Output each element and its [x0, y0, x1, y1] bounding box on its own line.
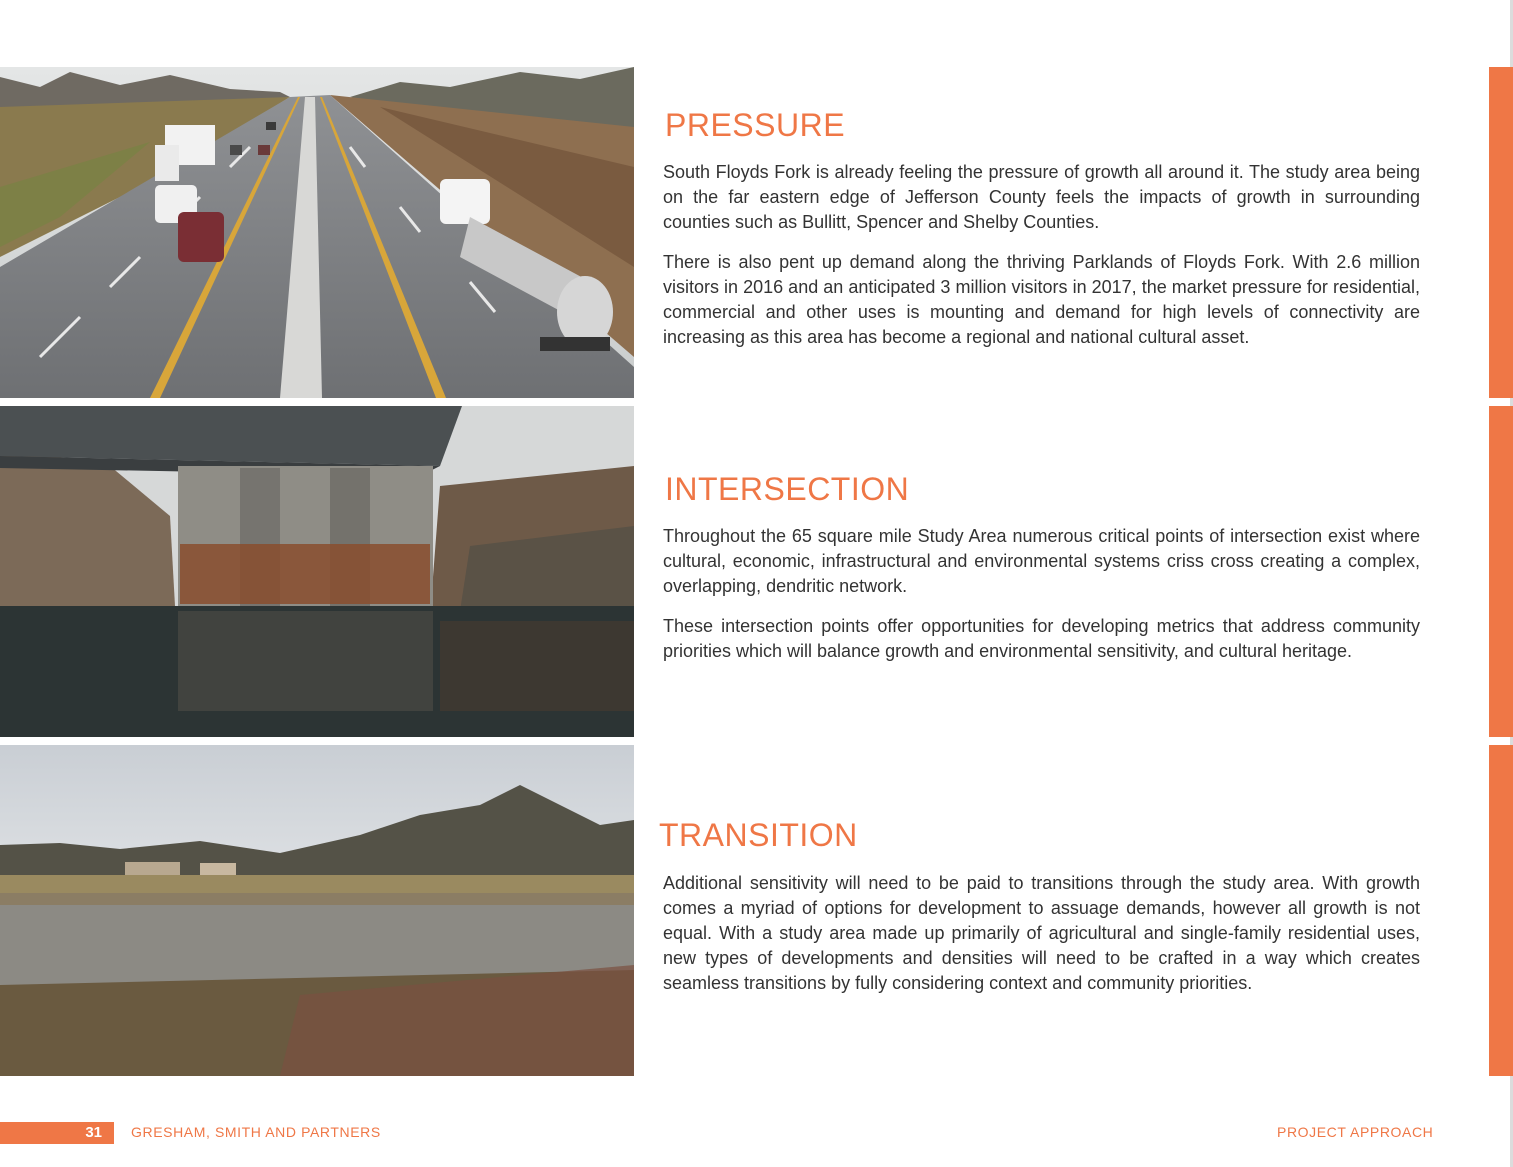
bridge-photo [0, 406, 634, 737]
side-tab-transition [1489, 745, 1513, 1076]
paragraph: Throughout the 65 square mile Study Area numerous critical points of intersection exist where cultural, economic, infrastructural and environmental systems criss cross creating a complex, overlapping, dendritic network. [663, 526, 1420, 596]
footer-firm-name: GRESHAM, SMITH AND PARTNERS [131, 1124, 381, 1140]
section-title-transition: TRANSITION [659, 817, 858, 853]
paragraph: These intersection points offer opportunities for developing metrics that address community priorities which will balance growth and environmental sensitivity, and cultural heritage. [663, 616, 1420, 661]
page-number: 31 [85, 1124, 102, 1141]
page-number-box [0, 1122, 114, 1144]
section-title-intersection: INTERSECTION [665, 471, 910, 507]
section-title-pressure: PRESSURE [665, 107, 846, 143]
paragraph: There is also pent up demand along the thriving Parklands of Floyds Fork. With 2.6 million visitors in 2016 and an anticipated 3 million visitors in 2017, the market pressure for residential, commercial and other uses is mounting and demand for high levels of connectivity are increasing as this area has become a regional and national cultural asset. [663, 252, 1420, 347]
paragraph: Additional sensitivity will need to be paid to transitions through the study area. With growth comes a myriad of options for development to assuage demands, however all growth is not equal. With a study area made up primarily of agricultural and single-family residential uses, new types of developments and densities will need to be crafted in a way which creates seamless transitions by fully considering context and community priorities. [663, 873, 1420, 993]
side-tab-pressure [1489, 67, 1513, 398]
highway-photo [0, 67, 634, 398]
footer-section-label: PROJECT APPROACH [1277, 1124, 1434, 1140]
field-photo [0, 745, 634, 1076]
section-body-intersection [663, 524, 1420, 679]
paragraph: South Floyds Fork is already feeling the pressure of growth all around it. The study area being on the far eastern edge of Jefferson County feels the impacts of growth in surrounding counties such as Bullitt, Spencer and Shelby Counties. [663, 162, 1420, 232]
side-tab-intersection [1489, 406, 1513, 737]
section-body-pressure [663, 160, 1420, 365]
section-body-transition [663, 871, 1420, 1011]
